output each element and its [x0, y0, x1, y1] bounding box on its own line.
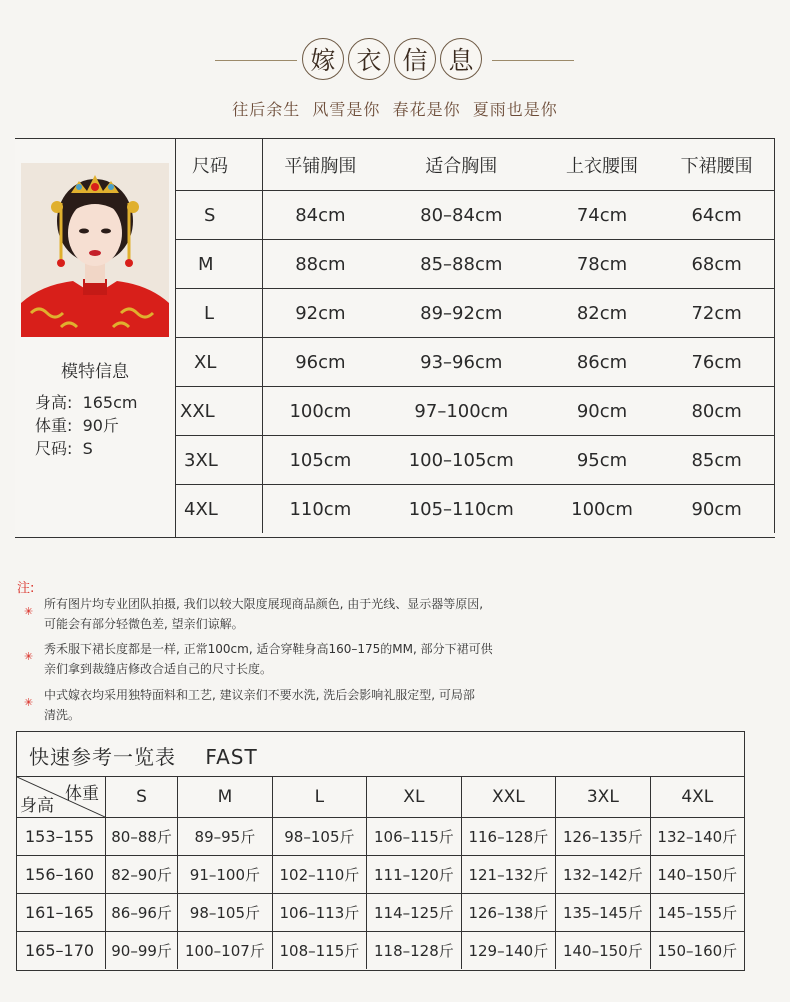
note-line: 亲们拿到裁缝店修改合适自己的尺寸长度。 — [44, 662, 273, 676]
size-cell: 85–88cm — [378, 240, 545, 289]
notes-label: 注: — [17, 581, 35, 596]
size-row — [176, 387, 775, 436]
size-label: S — [176, 191, 263, 240]
weight-range: 108–115斤 — [272, 932, 366, 970]
header-top-waist: 上衣腰围 — [566, 155, 639, 177]
title-char: 信 — [394, 38, 436, 80]
size-cell: 84cm — [263, 191, 378, 240]
weight-range: 126–135斤 — [556, 818, 650, 856]
size-cell: 93–96cm — [378, 338, 545, 387]
size-cell: 90cm — [659, 485, 774, 534]
fast-table-row — [17, 818, 744, 856]
note-line: 秀禾服下裙长度都是一样, 正常100cm, 适合穿鞋身高160–175的MM, 部分下裙可供 — [44, 642, 493, 656]
size-cell: 85cm — [659, 436, 774, 485]
title-char: 嫁 — [302, 38, 344, 80]
header-flat-chest: 平铺胸围 — [284, 155, 357, 177]
size-cell: 72cm — [659, 289, 774, 338]
size-cell: 80cm — [659, 387, 774, 436]
corner-height-label: 身高 — [20, 796, 54, 816]
weight-range: 132–142斤 — [556, 856, 650, 894]
note-item — [24, 594, 604, 634]
page-title — [302, 38, 482, 80]
weight-range: 89–95斤 — [178, 818, 272, 856]
weight-range: 86–96斤 — [106, 894, 178, 932]
size-cell: 97–100cm — [378, 387, 545, 436]
model-height: 身高: 165cm — [35, 393, 138, 412]
size-label: XXL — [176, 387, 263, 436]
size-label: 3XL — [176, 436, 263, 485]
size-cell: 82cm — [545, 289, 659, 338]
fast-reference-table — [16, 731, 745, 971]
weight-range: 82–90斤 — [106, 856, 178, 894]
size-cell: 80–84cm — [378, 191, 545, 240]
weight-range: 102–110斤 — [272, 856, 366, 894]
asterisk-icon: ✳ — [24, 650, 34, 663]
weight-range: 140–150斤 — [556, 932, 650, 970]
weight-range: 135–145斤 — [556, 894, 650, 932]
header-size: 尺码 — [176, 139, 263, 191]
weight-range: 150–160斤 — [650, 932, 744, 970]
size-cell: 110cm — [263, 485, 378, 534]
weight-range: 106–113斤 — [272, 894, 366, 932]
size-cell: 96cm — [263, 338, 378, 387]
page-header — [0, 38, 790, 84]
title-divider-left — [215, 60, 297, 61]
model-weight: 体重: 90斤 — [35, 416, 119, 435]
size-cell: 74cm — [545, 191, 659, 240]
title-divider-right — [492, 60, 574, 61]
size-table-header — [176, 139, 775, 191]
fast-size-header: XL — [367, 777, 461, 818]
note-item — [24, 639, 604, 679]
weight-range: 114–125斤 — [367, 894, 461, 932]
size-cell: 105–110cm — [378, 485, 545, 534]
size-cell: 68cm — [659, 240, 774, 289]
corner-header — [17, 777, 106, 818]
size-cell: 64cm — [659, 191, 774, 240]
weight-range: 132–140斤 — [650, 818, 744, 856]
corner-weight-label: 体重 — [65, 784, 99, 804]
size-cell: 88cm — [263, 240, 378, 289]
size-label: L — [176, 289, 263, 338]
size-row — [176, 338, 775, 387]
size-cell: 92cm — [263, 289, 378, 338]
fast-size-header: 3XL — [556, 777, 650, 818]
note-item — [24, 685, 604, 725]
title-char: 衣 — [348, 38, 390, 80]
asterisk-icon: ✳ — [24, 696, 34, 709]
model-photo-illustration — [21, 163, 169, 337]
size-cell: 105cm — [263, 436, 378, 485]
fast-table-title: 快速参考一览表 FAST — [29, 745, 258, 769]
model-info-panel — [15, 139, 176, 537]
height-range: 153–155 — [17, 818, 106, 856]
note-line: 中式嫁衣均采用独特面料和工艺, 建议亲们不要水洗, 洗后会影响礼服定型, 可局部 — [44, 688, 475, 702]
fast-size-header: XXL — [461, 777, 555, 818]
weight-range: 111–120斤 — [367, 856, 461, 894]
weight-range: 98–105斤 — [272, 818, 366, 856]
fast-table-grid — [17, 776, 744, 969]
size-table — [176, 139, 775, 533]
fast-size-header: M — [178, 777, 272, 818]
size-row — [176, 485, 775, 534]
fast-size-header: S — [106, 777, 178, 818]
height-range: 156–160 — [17, 856, 106, 894]
size-row — [176, 240, 775, 289]
fast-table-row — [17, 894, 744, 932]
weight-range: 145–155斤 — [650, 894, 744, 932]
size-chart — [15, 138, 775, 538]
fast-table-row — [17, 856, 744, 894]
size-cell: 100cm — [263, 387, 378, 436]
page-subtitle: 往后余生 风雪是你 春花是你 夏雨也是你 — [232, 100, 558, 119]
weight-range: 106–115斤 — [367, 818, 461, 856]
size-label: 4XL — [176, 485, 263, 534]
size-label: XL — [176, 338, 263, 387]
fast-size-header: L — [272, 777, 366, 818]
note-line: 清洗。 — [44, 708, 81, 722]
weight-range: 116–128斤 — [461, 818, 555, 856]
weight-range: 100–107斤 — [178, 932, 272, 970]
height-range: 161–165 — [17, 894, 106, 932]
size-label: M — [176, 240, 263, 289]
title-char: 息 — [440, 38, 482, 80]
size-cell: 90cm — [545, 387, 659, 436]
size-cell: 100–105cm — [378, 436, 545, 485]
weight-range: 126–138斤 — [461, 894, 555, 932]
weight-range: 90–99斤 — [106, 932, 178, 970]
asterisk-icon: ✳ — [24, 605, 34, 618]
weight-range: 121–132斤 — [461, 856, 555, 894]
note-line: 可能会有部分轻微色差, 望亲们谅解。 — [44, 617, 244, 631]
size-cell: 100cm — [545, 485, 659, 534]
size-row — [176, 436, 775, 485]
model-info-title: 模特信息 — [61, 362, 129, 382]
size-row — [176, 191, 775, 240]
size-cell: 89–92cm — [378, 289, 545, 338]
fast-table-row — [17, 932, 744, 970]
fast-table-header — [17, 777, 744, 818]
size-row — [176, 289, 775, 338]
size-cell: 76cm — [659, 338, 774, 387]
weight-range: 129–140斤 — [461, 932, 555, 970]
model-photo — [21, 163, 169, 337]
size-cell: 78cm — [545, 240, 659, 289]
weight-range: 91–100斤 — [178, 856, 272, 894]
note-line: 所有图片均专业团队拍摄, 我们以较大限度展现商品颜色, 由于光线、显示器等原因, — [44, 597, 484, 611]
weight-range: 140–150斤 — [650, 856, 744, 894]
size-cell: 95cm — [545, 436, 659, 485]
weight-range: 80–88斤 — [106, 818, 178, 856]
header-fit-chest: 适合胸围 — [425, 155, 498, 177]
header-skirt-waist: 下裙腰围 — [659, 139, 774, 191]
model-size: 尺码: S — [35, 439, 93, 458]
size-cell: 86cm — [545, 338, 659, 387]
fast-size-header: 4XL — [650, 777, 744, 818]
weight-range: 118–128斤 — [367, 932, 461, 970]
weight-range: 98–105斤 — [178, 894, 272, 932]
height-range: 165–170 — [17, 932, 106, 970]
